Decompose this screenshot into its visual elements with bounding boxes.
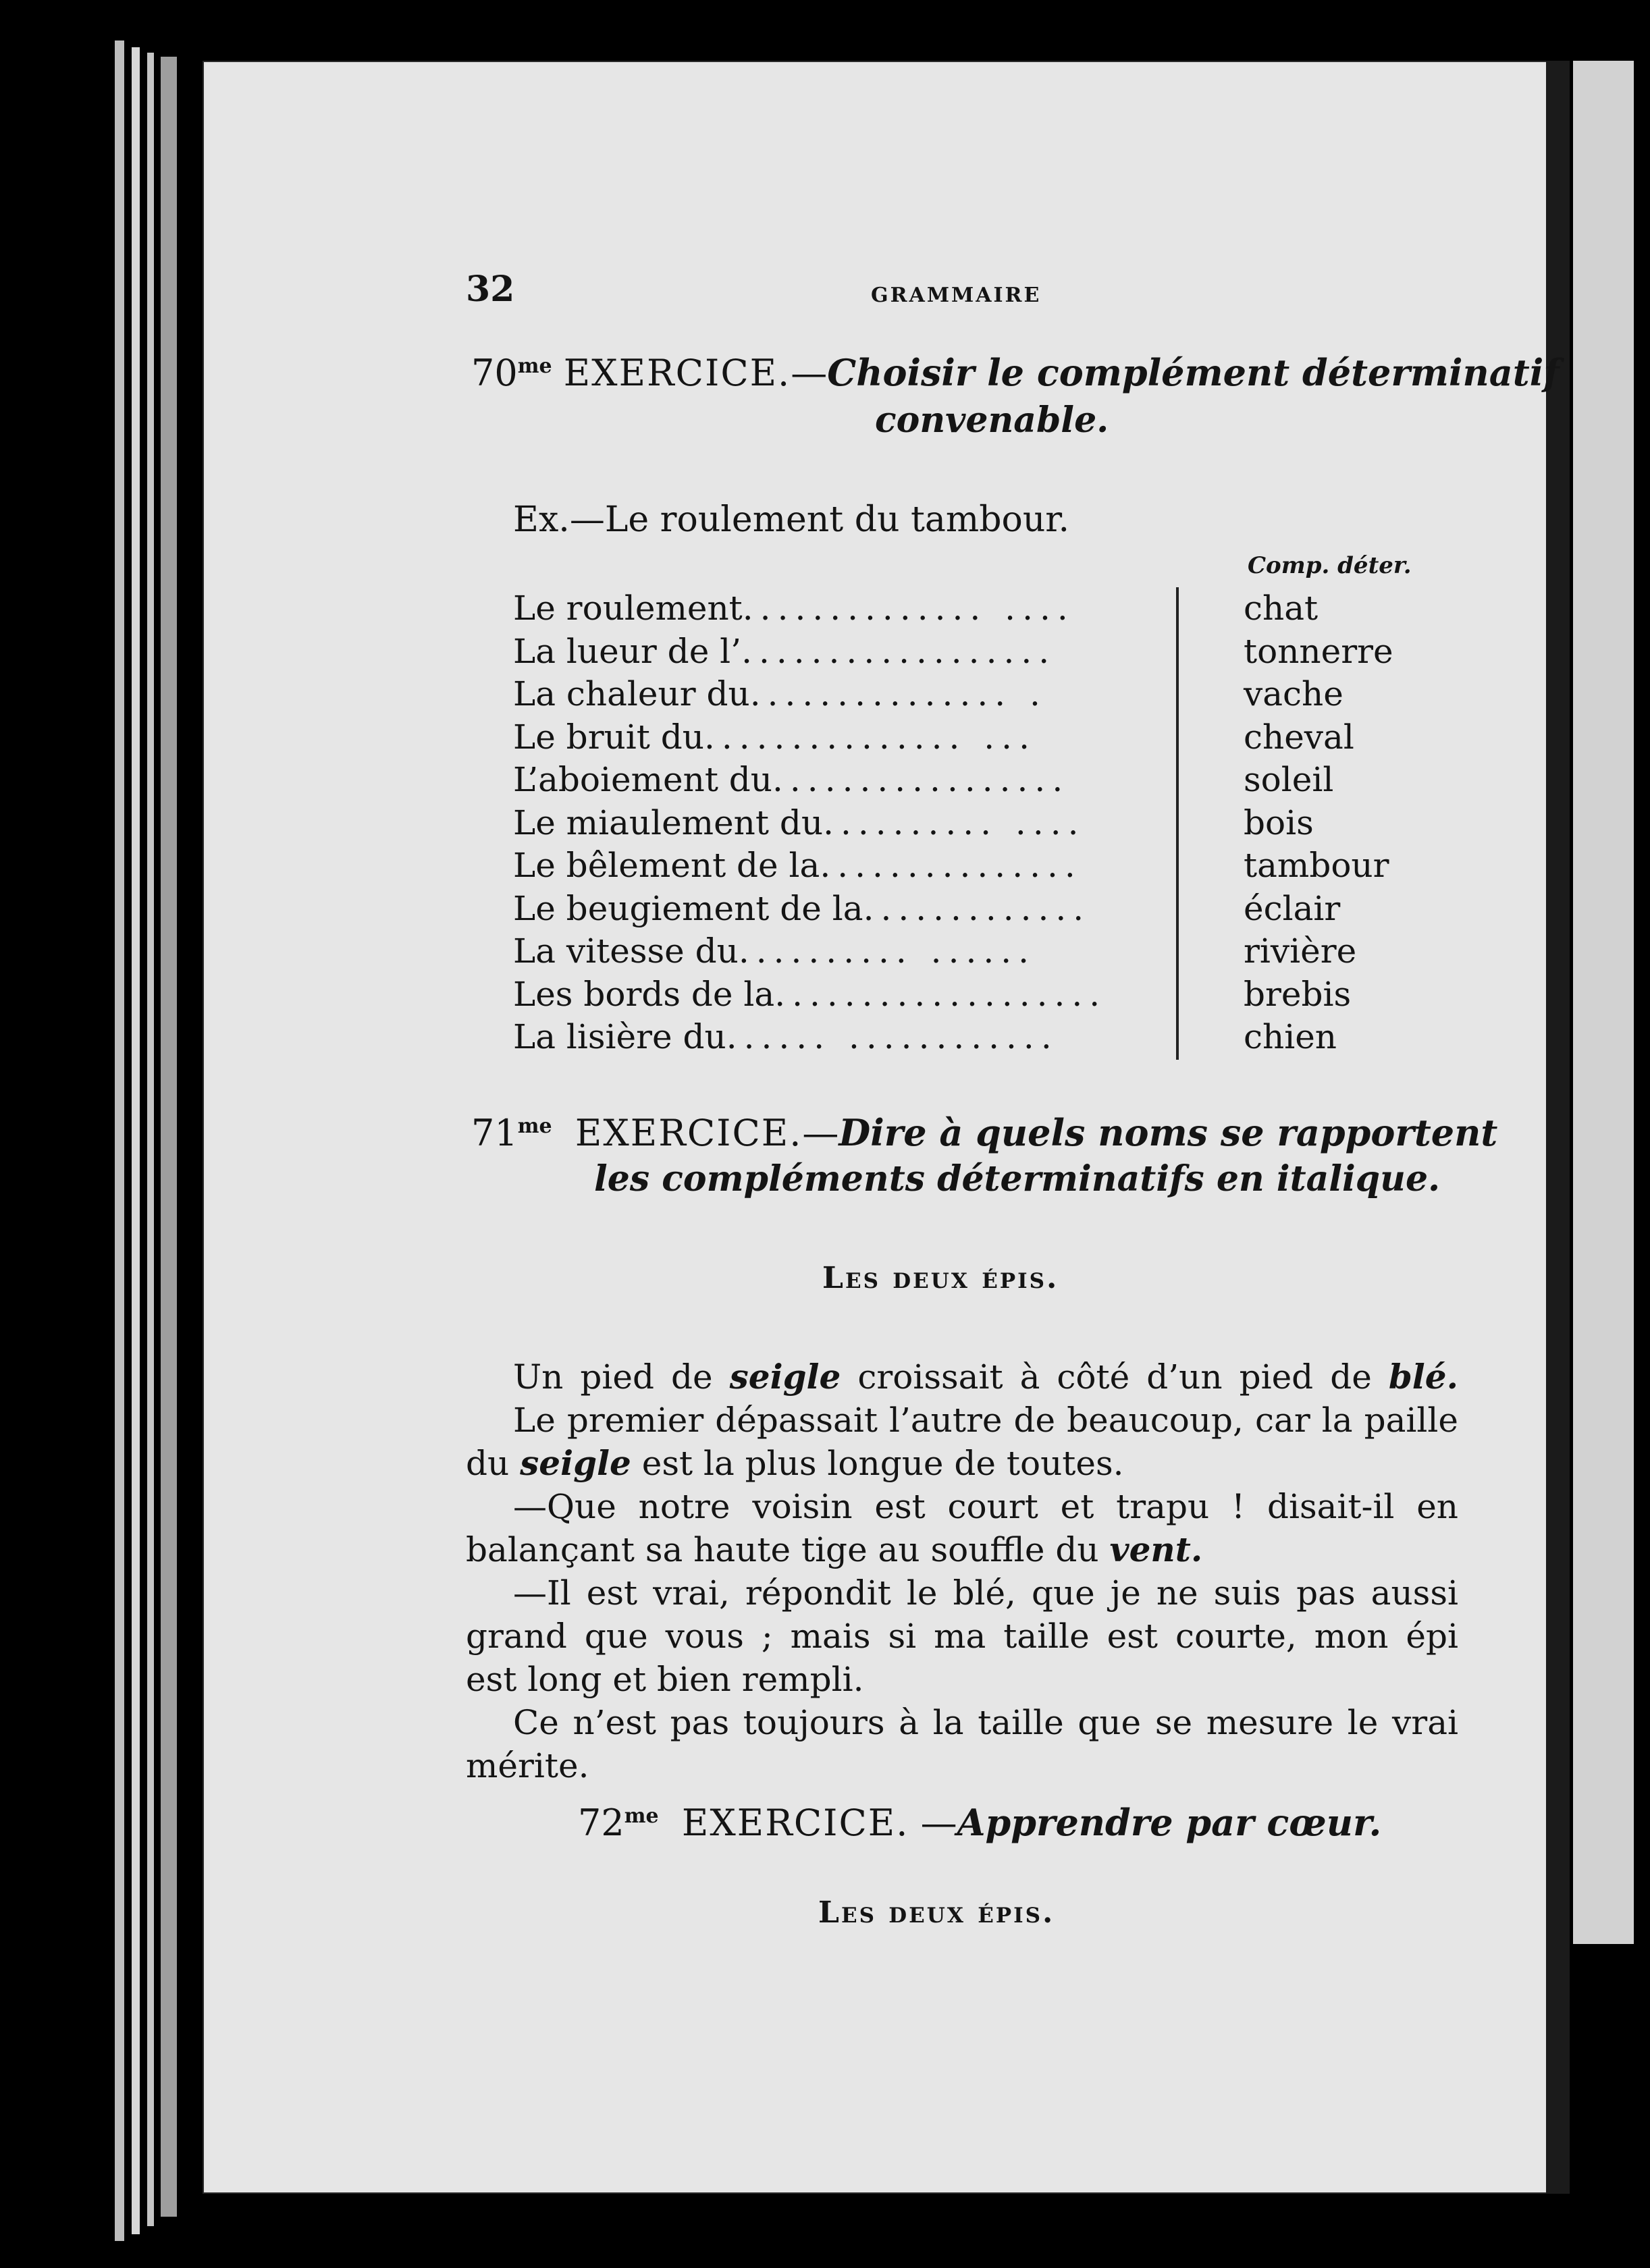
phrase-text: Le roulement [513, 589, 743, 628]
phrase-text: Le miaulement du [513, 803, 824, 842]
page-number: 32 [466, 269, 515, 310]
exercise-number: $71^{me}$ [471, 1112, 552, 1154]
story-paragraph: Un pied de seigle croissait à côté d’un pied de blé. [513, 1357, 1458, 1397]
phrase-text: Les bords de la [513, 974, 775, 1014]
exercise-word: EXERCICE. [681, 1802, 909, 1844]
leader-dots: .......... .... [823, 803, 1086, 842]
complement-word: rivière [1244, 932, 1357, 971]
next-page-edge [1573, 61, 1634, 1944]
exercise-instruction: Dire à quels noms se rapportent [839, 1111, 1498, 1154]
leader-dots: ................. [772, 760, 1070, 799]
page-stack-edge [161, 57, 177, 2217]
complement-word: tonnerre [1244, 631, 1393, 671]
running-head: GRAMMAIRE [871, 284, 1042, 307]
phrase-row [513, 632, 1148, 671]
leader-dots: ...... ............ [726, 1017, 1059, 1056]
exercise-word: EXERCICE. [563, 352, 791, 394]
story-paragraph: grand que vous ; mais si ma taille est courte, mon épi [466, 1617, 1458, 1656]
leader-dots: ............... . [749, 674, 1047, 713]
exercise-instruction: Apprendre par cœur. [957, 1801, 1382, 1844]
exercise-word: EXERCICE. [575, 1112, 803, 1154]
page-stack-edge [147, 53, 154, 2226]
leader-dots: .......... ...... [738, 932, 1036, 971]
phrase-row [513, 889, 1148, 928]
exercise-dash: — [791, 352, 828, 394]
exercise-71-heading [471, 1111, 1497, 1154]
phrase-row [513, 718, 1148, 757]
complement-word: vache [1244, 674, 1343, 713]
complement-word: soleil [1244, 760, 1334, 799]
complement-word: brebis [1244, 974, 1352, 1014]
phrase-row [513, 975, 1148, 1014]
complement-word: chien [1244, 1017, 1337, 1056]
phrase-text: La chaleur du [513, 674, 750, 713]
story-paragraph: mérite. [466, 1746, 589, 1785]
leader-dots: ................... [774, 974, 1107, 1014]
story-paragraph: est long et bien rempli. [466, 1660, 864, 1699]
phrase-text: La lisière du [513, 1017, 726, 1056]
exercise-70-heading [471, 351, 1559, 394]
complement-word: bois [1244, 803, 1314, 842]
exercise-71-instruction-cont: les compléments déterminatifs en italique. [594, 1158, 1441, 1199]
story-paragraph: Le premier dépassait l’autre de beaucoup, car la paille [513, 1401, 1458, 1440]
complement-word: éclair [1244, 888, 1341, 928]
story-paragraph: Ce n’est pas toujours à la taille que se mesure le vrai [513, 1703, 1458, 1742]
phrase-row [513, 846, 1148, 885]
phrase-row [513, 932, 1148, 971]
exercise-instruction: Choisir le complément déterminatif [827, 351, 1560, 394]
phrase-text: La lueur de l’ [513, 631, 742, 671]
column-heading: Comp. déter. [1248, 552, 1412, 579]
story-paragraph: —Il est vrai, répondit le blé, que je ne suis pas aussi [513, 1573, 1458, 1613]
story-paragraph: balançant sa haute tige au souffle du vent. [466, 1530, 1203, 1569]
phrase-row [513, 803, 1148, 842]
leader-dots: ............. [863, 888, 1091, 928]
leader-dots: ............... [820, 846, 1082, 885]
page-stack-edge [132, 47, 140, 2234]
phrase-text: Le beugiement de la [513, 888, 863, 928]
leader-dots: .............. .... [742, 589, 1075, 628]
phrase-text: La vitesse du [513, 932, 739, 971]
phrase-text: Le bruit du [513, 717, 704, 757]
complement-word: chat [1244, 589, 1319, 628]
phrase-row [513, 760, 1148, 799]
exercise-dash: — [909, 1802, 957, 1844]
section-title: Les deux épis. [822, 1261, 1059, 1295]
leader-dots: .................. [741, 631, 1057, 671]
column-divider [1176, 587, 1179, 1060]
phrase-row [513, 589, 1148, 628]
phrase-text: Le bêlement de la [513, 846, 820, 885]
phrase-row [513, 674, 1148, 713]
complement-word: cheval [1244, 717, 1354, 757]
story-paragraph: du seigle est la plus longue de toutes. [466, 1443, 1124, 1483]
exercise-dash: — [802, 1112, 839, 1154]
phrase-row [513, 1017, 1148, 1056]
complement-word: tambour [1244, 846, 1389, 885]
section-title: Les deux épis. [818, 1895, 1055, 1930]
exercise-number: $72^{me}$ [578, 1802, 659, 1844]
exercise-70-instruction-cont: convenable. [875, 400, 1109, 441]
page-stack-edge [115, 40, 124, 2241]
exercise-70-example: Ex.—Le roulement du tambour. [513, 500, 1069, 540]
exercise-72-heading [578, 1801, 1381, 1844]
leader-dots: ............... ... [703, 717, 1036, 757]
phrase-text: L’aboiement du [513, 760, 773, 799]
exercise-number: $70^{me}$ [471, 352, 552, 394]
story-paragraph: —Que notre voisin est court et trapu ! disait-il en [513, 1487, 1458, 1526]
